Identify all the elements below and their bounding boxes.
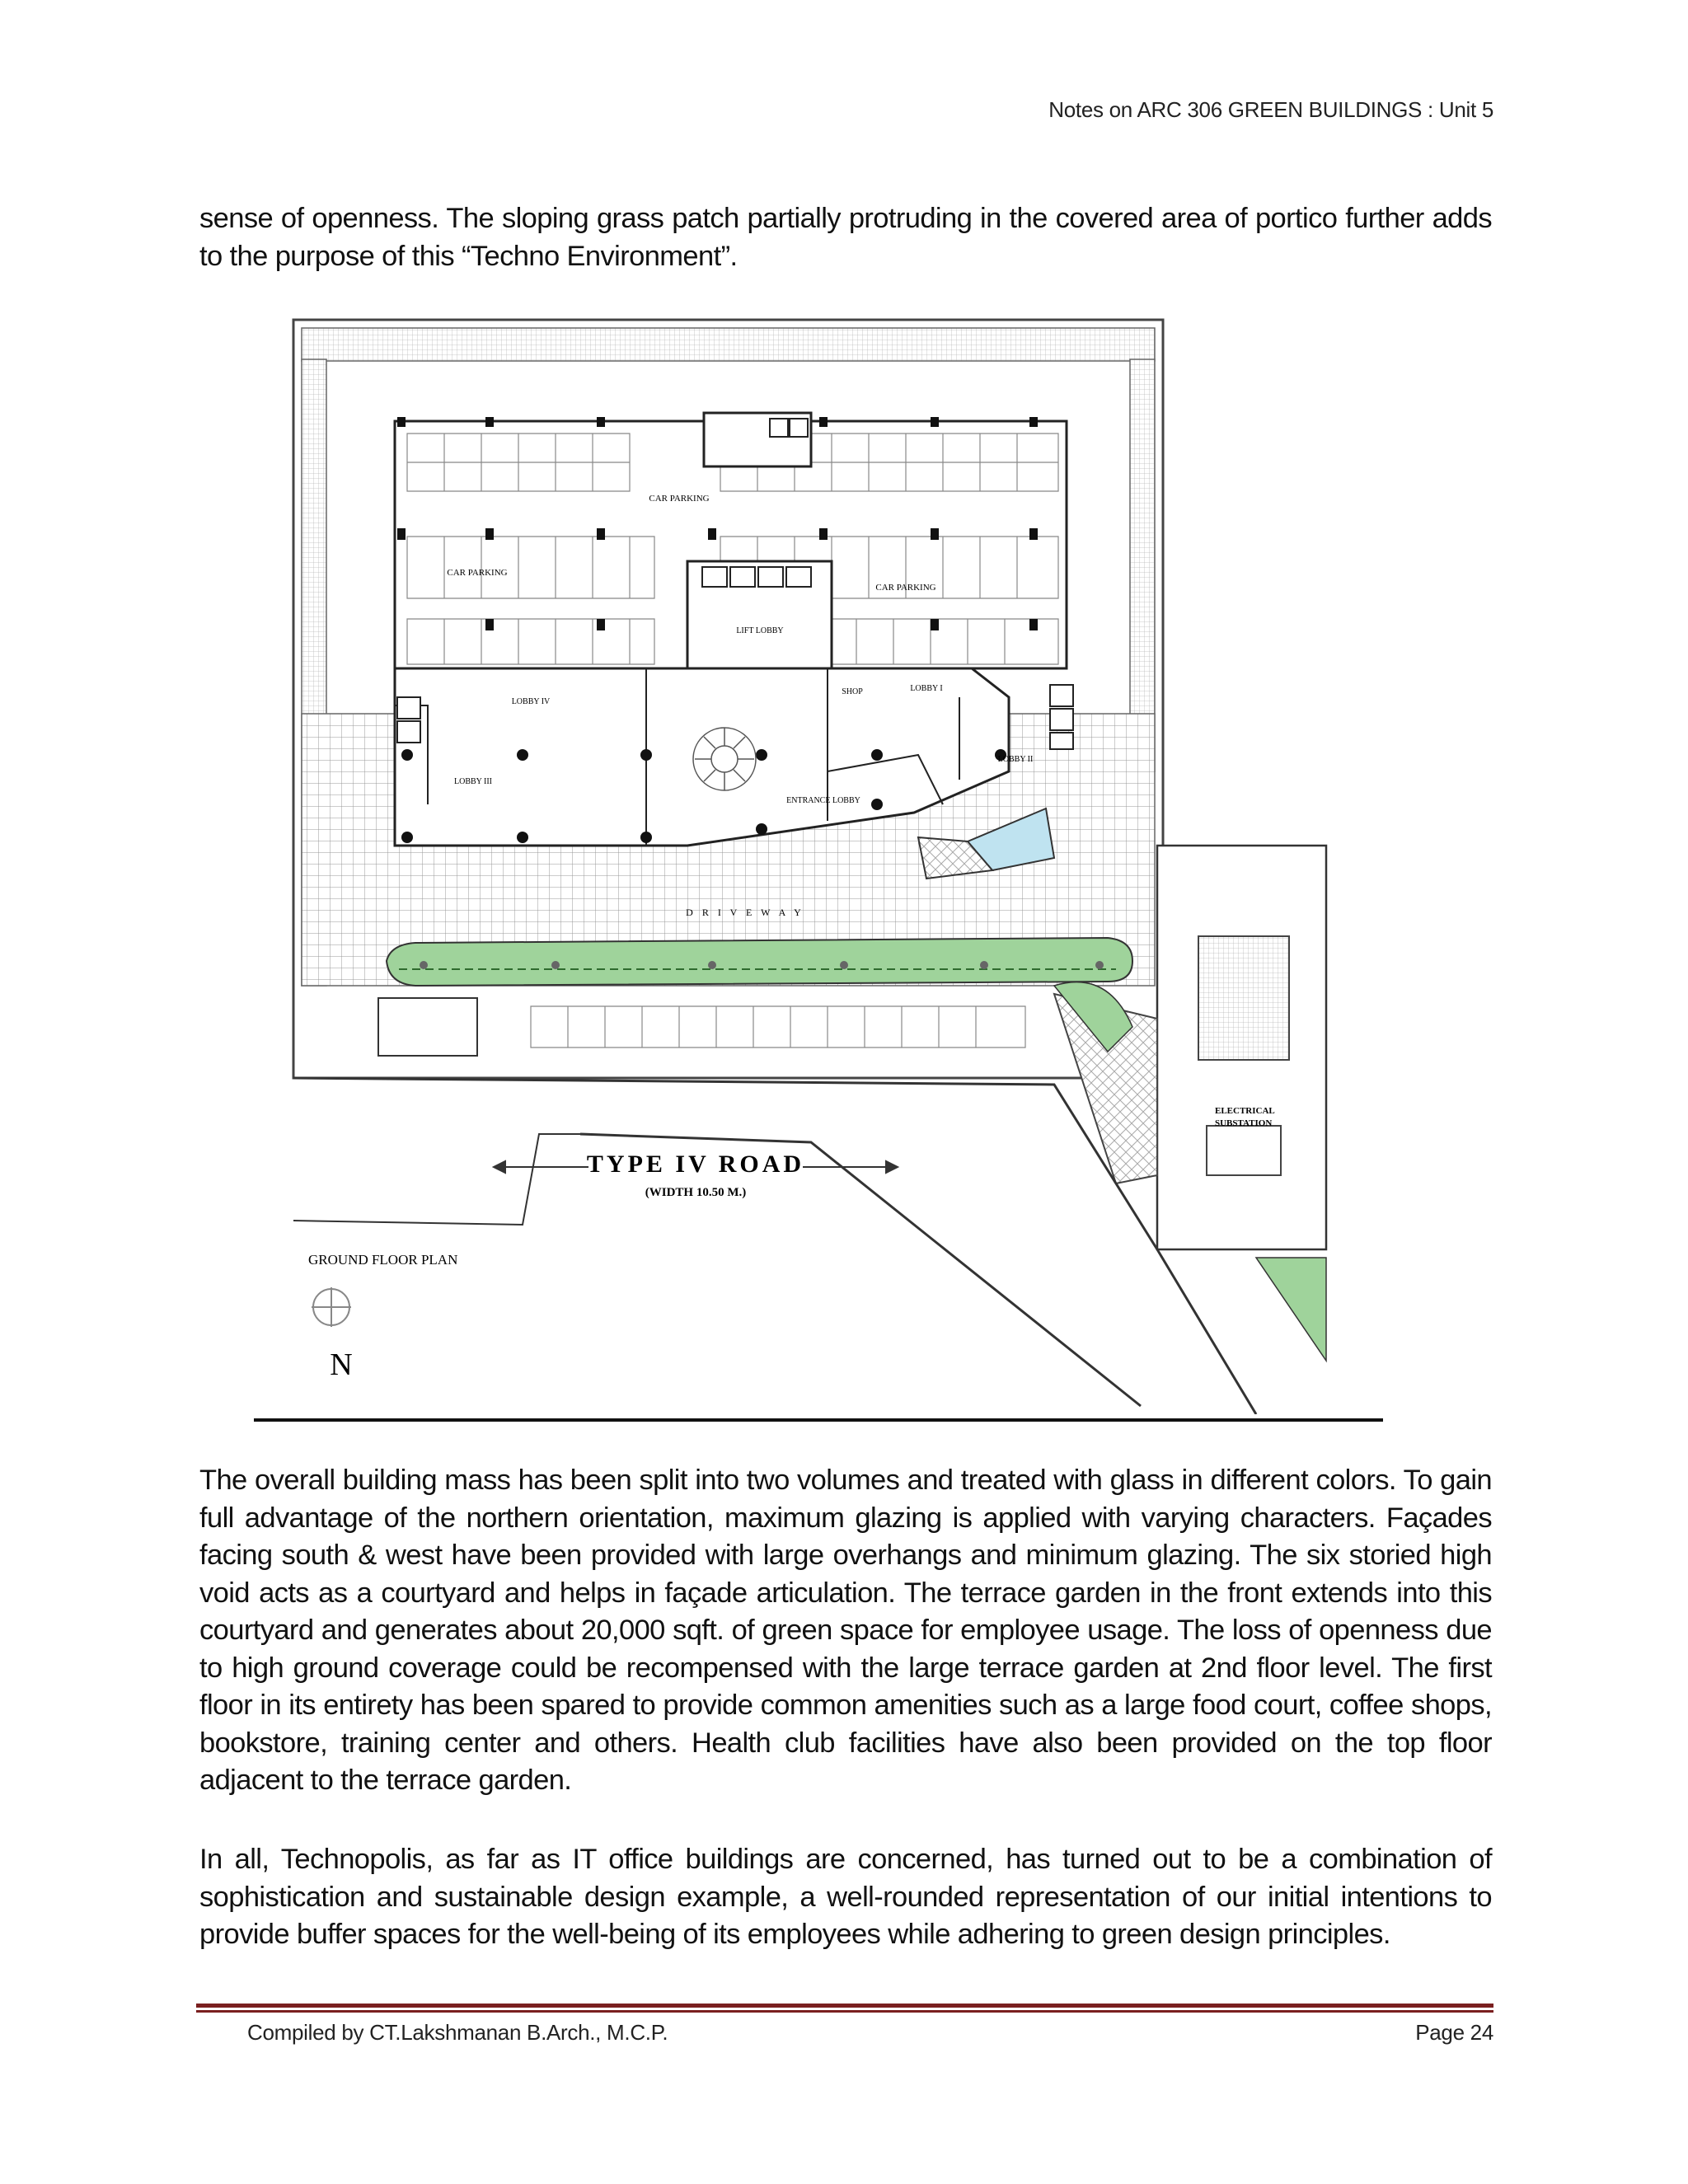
floor-plan-drawing	[284, 310, 1367, 1414]
label-lobby-ii: LOBBY II	[997, 755, 1034, 764]
paragraph-conclusion: In all, Technopolis, as far as IT office buildings are concerned, has turned out to be a combination of sophistication and sustainable design example, a well-rounded representation of our initial intentions to provide buffer spaces for the well-being of its employees while adhering to green design principles.	[199, 1844, 1492, 1950]
label-lobby-iii: LOBBY III	[453, 777, 493, 786]
road-width: (WIDTH 10.50 M.)	[645, 1186, 747, 1199]
page-header: Notes on ARC 306 GREEN BUILDINGS : Unit 5	[1048, 97, 1493, 122]
label-lobby-i: LOBBY I	[910, 684, 943, 693]
paragraph-intro: sense of openness. The sloping grass patch partially protruding in the covered area of portico further adds to the purpose of this “Techno Environment”.	[199, 203, 1492, 272]
footer-rule-top	[196, 2004, 1493, 2008]
paragraph-building-mass: The overall building mass has been split into two volumes and treated with glass in different colors. To gain full advantage of the northern orientation, maximum glazing is applied with varying characters. Façades facing south & west have been provided with large overhangs and minimum glazing. The six storied high void acts as a courtyard and helps in façade articulation. The terrace garden in the front extends into this courtyard and generates about 20,000 sqft. of green space for employee usage. The loss of openness due to high ground coverage could be recompensed with the large terrace garden at 2nd floor level. The first floor in its entirety has been spared to provide common amenities such as a large food court, coffee shops, bookstore, training center and others. Health club facilities have also been provided on the top floor adjacent to the terrace garden.	[199, 1465, 1492, 1796]
north-label: N	[330, 1347, 353, 1382]
plan-title: GROUND FLOOR PLAN	[308, 1252, 458, 1268]
label-drive-way: D R I V E W A Y	[686, 907, 804, 918]
footer-rule-bottom	[196, 2010, 1493, 2013]
top-parking-strip	[302, 328, 1155, 361]
right-strip	[1130, 359, 1155, 771]
landscape-strip	[387, 938, 1132, 986]
label-car-parking-left: CAR PARKING	[447, 568, 508, 578]
label-entrance-lobby: ENTRANCE LOBBY	[786, 796, 860, 805]
guard-room	[378, 998, 477, 1056]
label-electrical: ELECTRICAL	[1215, 1106, 1275, 1116]
label-lift-lobby: LIFT LOBBY	[736, 626, 784, 635]
label-car-parking-top: CAR PARKING	[649, 494, 710, 504]
footer-page-number: Page 24	[1415, 2020, 1493, 2045]
label-substation: SUBSTATION	[1215, 1118, 1273, 1128]
label-lobby-iv: LOBBY IV	[511, 697, 551, 706]
ground-floor-plan-figure	[284, 310, 1367, 1414]
figure-rule	[254, 1418, 1383, 1422]
footer-compiler: Compiled by CT.Lakshmanan B.Arch., M.C.P.	[247, 2020, 668, 2045]
north-arrow-icon	[312, 1287, 351, 1327]
right-lift-core	[1050, 685, 1073, 749]
label-car-parking-right: CAR PARKING	[875, 583, 936, 593]
road-title: TYPE IV ROAD	[586, 1151, 805, 1178]
label-shop: SHOP	[842, 687, 863, 696]
